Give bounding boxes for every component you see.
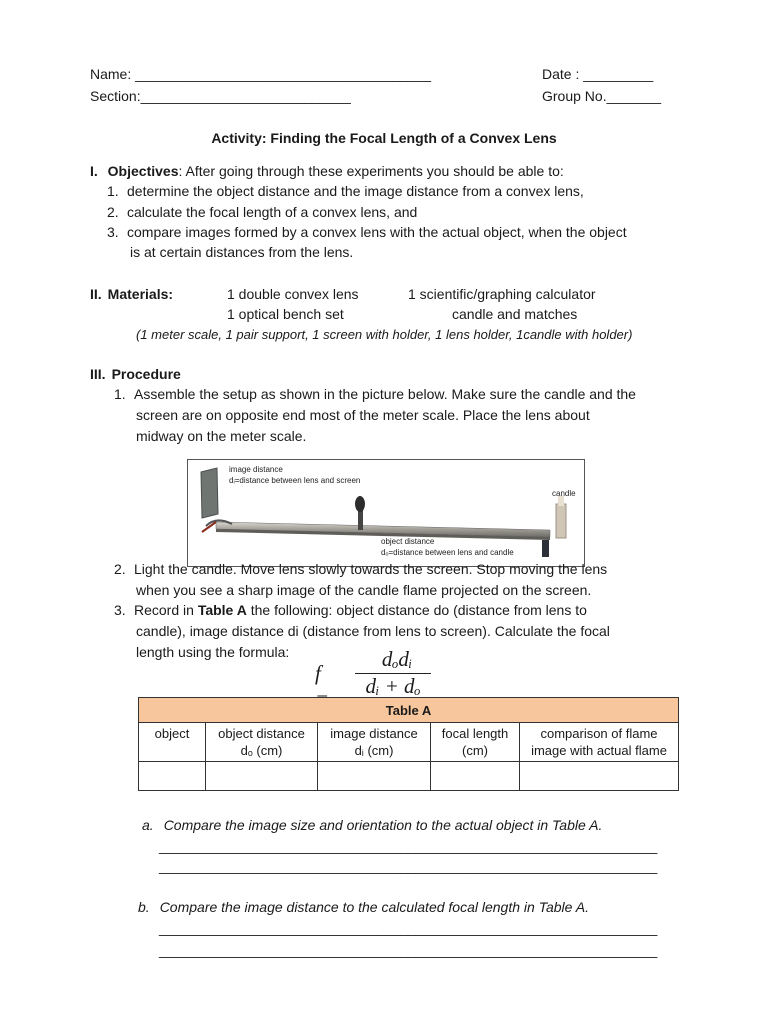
question-a: a. Compare the image size and orientation to the actual object in Table A. (142, 817, 603, 833)
section-field: Section:___________________________ (90, 88, 351, 104)
formula-numerator: dₒdᵢ (381, 647, 413, 671)
objectives-heading (90, 163, 564, 179)
answer-line-a2[interactable]: ________________________________________________________________ (159, 858, 658, 874)
group-field: Group No._______ (542, 88, 662, 104)
table-cell-comparison[interactable] (520, 762, 679, 791)
objectives-label: Objectives (107, 163, 179, 179)
step-3-line-2: candle), image distance di (distance from lens to screen). Calculate the focal (136, 623, 610, 639)
material-bench: 1 optical bench set (227, 306, 344, 322)
table-cell-object-distance[interactable] (206, 762, 318, 791)
step-3-line-1: 3. Record in Table A the following: object distance do (distance from lens to (114, 602, 587, 618)
step-2-line-1: 2. Light the candle. Move lens slowly towards the screen. Stop moving the lens (114, 561, 608, 577)
materials-heading: II. Materials: (90, 286, 174, 302)
table-a-header-row (139, 723, 679, 762)
material-candle: candle and matches (452, 306, 578, 322)
objective-item-3: 3. compare images formed by a convex lens with the actual object, when the object (107, 224, 627, 240)
step-1-line-3: midway on the meter scale. (136, 428, 307, 444)
step-1-line-1: 1. Assemble the setup as shown in the picture below. Make sure the candle and the (114, 386, 636, 402)
step-1-line-2: screen are on opposite end most of the meter scale. Place the lens about (136, 407, 590, 423)
table-cell-object[interactable] (139, 762, 206, 791)
table-cell-focal-length[interactable] (431, 762, 520, 791)
material-calculator: 1 scientific/graphing calculator (408, 286, 596, 302)
col-focal-length: focal length (cm) (431, 723, 520, 762)
candle-label: candle (552, 489, 576, 498)
table-a (138, 697, 679, 791)
step-2-line-2: when you see a sharp image of the candle flame projected on the screen. (136, 582, 592, 598)
formula-denominator: dᵢ + dₒ (365, 674, 421, 698)
objectives-numeral: I. (90, 163, 98, 179)
optical-bench-figure (187, 459, 585, 567)
procedure-heading: III. Procedure (90, 366, 181, 382)
step-3-line-3: length using the formula: (136, 644, 290, 660)
image-distance-label: image distance (229, 465, 283, 474)
table-cell-image-distance[interactable] (318, 762, 431, 791)
col-comparison: comparison of flame image with actual flame (520, 723, 679, 762)
answer-line-b2[interactable]: ________________________________________________________________ (159, 942, 658, 958)
col-object-distance: object distance dₒ (cm) (206, 723, 318, 762)
material-lens: 1 double convex lens (227, 286, 359, 302)
image-distance-definition: dᵢ=distance between lens and screen (229, 476, 361, 485)
materials-note: (1 meter scale, 1 pair support, 1 screen with holder, 1 lens holder, 1candle with holder) (136, 327, 633, 342)
formula-lhs: f (315, 661, 321, 685)
date-field: Date : _________ (542, 66, 654, 82)
answer-line-a1[interactable]: ________________________________________________________________ (159, 838, 658, 854)
table-a-title: Table A (139, 698, 679, 723)
col-object: object (139, 723, 206, 762)
objective-item-2: 2. calculate the focal length of a convex lens, and (107, 204, 418, 220)
table-a-title-row (139, 698, 679, 723)
page-title: Activity: Finding the Focal Length of a Convex Lens (211, 130, 557, 146)
objectives-intro: : After going through these experiments you should be able to: (178, 163, 564, 179)
object-distance-definition: dₒ=distance between lens and candle (381, 548, 514, 557)
table-row (139, 762, 679, 791)
objective-item-1: 1. determine the object distance and the image distance from a convex lens, (107, 183, 584, 199)
question-b: b. Compare the image distance to the calculated focal length in Table A. (138, 899, 590, 915)
answer-line-b1[interactable]: ________________________________________________________________ (159, 920, 658, 936)
col-image-distance: image distance dᵢ (cm) (318, 723, 431, 762)
objective-item-3-cont: is at certain distances from the lens. (130, 244, 354, 260)
name-field: Name: ______________________________________ (90, 66, 431, 82)
object-distance-label: object distance (381, 537, 435, 546)
